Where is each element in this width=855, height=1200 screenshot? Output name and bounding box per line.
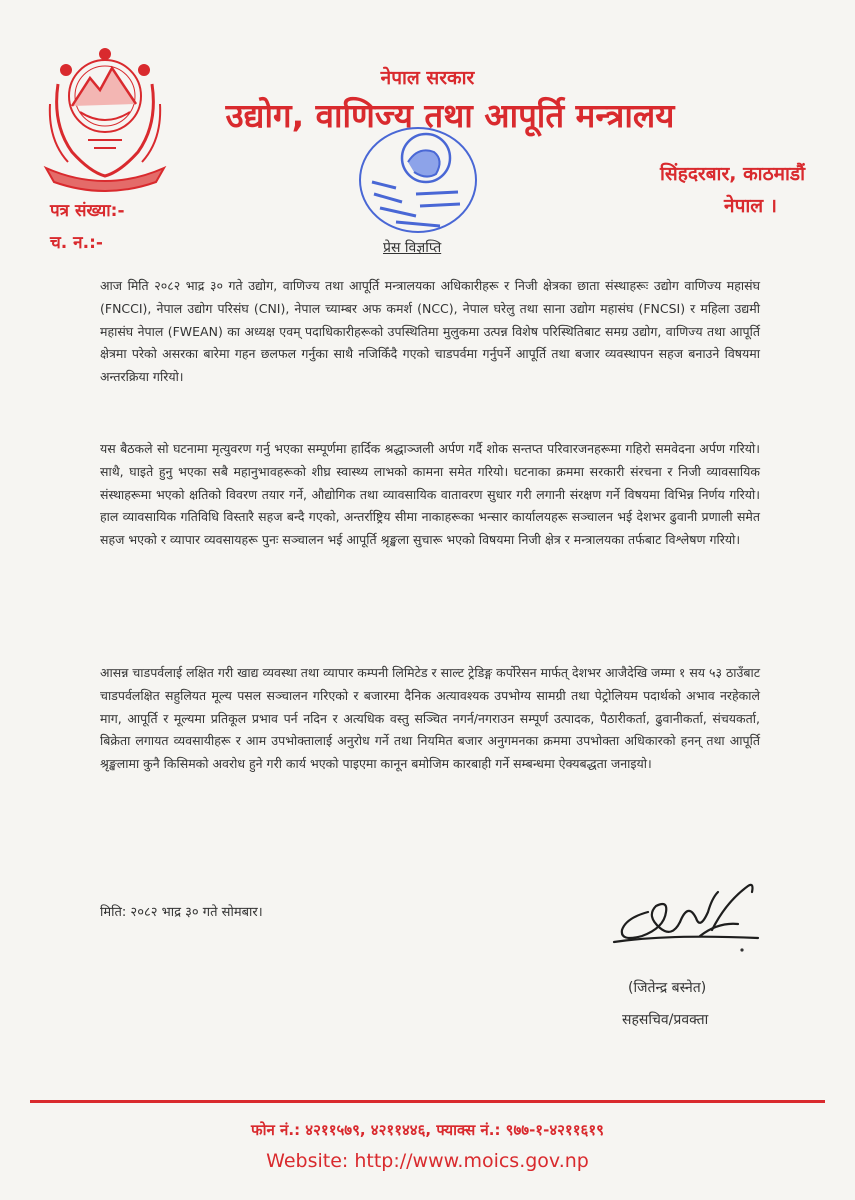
paragraph-1: आज मिति २०८२ भाद्र ३० गते उद्योग, वाणिज्य तथा आपूर्ति मन्त्रालयका अधिकारीहरू र निजी क्षेत्रका छाता संस्थाहरूः उद्योग वाणिज्य महासंघ (FNCCI), नेपाल उद्योग परिसंघ (CNI), नेपाल च्याम्बर अफ कमर्श (NCC), नेपाल घरेलु तथा साना उद्योग महासंघ (FNCSI) र महिला उद्यमी महासंघ नेपाल (FWEAN) का अध्यक्ष एवम् पदाधिकारीहरूको उपस्थितिमा मुलुकमा उत्पन्न विशेष परिस्थितिबाट समग्र उद्योग, वाणिज्य तथा आपूर्ति क्षेत्रमा परेको असरका बारेमा गहन छलफल गर्नुका साथै नजिकिँदै गएको चाडपर्वमा गर्नुपर्ने आपूर्ति तथा बजार व्यवस्थापन सहज बनाउने विषयमा अन्तरक्रिया गरियो। [100,278,760,385]
government-name: नेपाल सरकार [380,67,475,89]
address-line-2: नेपाल । [724,195,777,217]
footer-divider [30,1100,825,1103]
date-line: मिति: २०८२ भाद्र ३० गते सोमबार। [100,905,263,920]
paragraph-3: आसन्न चाडपर्वलाई लक्षित गरी खाद्य व्यवस्था तथा व्यापार कम्पनी लिमिटेड र साल्ट ट्रेडिङ्ग कर्पोरेसन मार्फत् देशभर आजैदेखि जम्मा १ सय ५३ ठाउँबाट चाडपर्वलक्षित सहुलियत मूल्य पसल सञ्चालन गरिएको र बजारमा दैनिक अत्यावश्यक उपभोग्य सामग्री तथा पेट्रोलियम पदार्थको अभाव नरहेकाले माग, आपूर्ति र मूल्यमा प्रतिकूल प्रभाव पर्न नदिन र अत्यधिक वस्तु सञ्चित नगर्न/नगराउन सम्पूर्ण उत्पादक, पैठारीकर्ता, ढुवानीकर्ता, संचयकर्ता, बिक्रेता लगायत व्यवसायीहरू र आम उपभोक्तालाई अनुरोध गर्ने तथा नियमित बजार अनुगमनका क्रममा उपभोक्ता अधिकारको हनन् तथा आपूर्ति श्रृङ्खलामा कुनै किसिमको अवरोध हुने गरी कार्य भएको पाइएमा कानून बमोजिम कारबाही गर्ने सम्बन्धमा ऐक्यबद्धता जनाइयो। [100,665,760,772]
address-line-1: सिंहदरबार, काठमाडौं [659,163,805,185]
ministry-name: उद्योग, वाणिज्य तथा आपूर्ति मन्त्रालय [225,96,675,135]
footer-website[interactable]: Website: http://www.moics.gov.np [266,1150,589,1172]
document-title: प्रेस विज्ञप्ति [383,240,442,256]
footer-phone: फोन नं.: ४२११५७९, ४२११४४६, फ्याक्स नं.: ९७७-१-४२११६१९ [251,1121,604,1139]
signatory-name: (जितेन्द्र बस्नेत) [628,980,707,996]
ministry-stamp-icon [356,122,480,244]
dispatch-number-label: च. न.:- [50,233,103,253]
signatory-title: सहसचिव/प्रवक्ता [622,1012,709,1028]
signature-icon [608,872,778,958]
letter-number-label: पत्र संख्या:- [50,201,125,221]
paragraph-2: यस बैठकले सो घटनामा मृत्युवरण गर्नु भएका सम्पूर्णमा हार्दिक श्रद्धाञ्जली अर्पण गर्दै शोक सन्तप्त परिवारजनहरूमा गहिरो समवेदना अर्पण गरियो। साथै, घाइते हुनु भएका सबै महानुभावहरूको शीघ्र स्वास्थ्य लाभको कामना समेत गरियो। घटनाका क्रममा सरकारी संरचना र निजी व्यावसायिक संस्थाहरूमा भएको क्षतिको विवरण तयार गर्ने, औद्योगिक तथा व्यावसायिक वातावरण सुधार गरी लगानी संरक्षण गर्ने विषयमा विभिन्न निर्णय गरियो। हाल व्यावसायिक गतिविधि विस्तारै सहज बन्दै गएको, अन्तर्राष्ट्रिय सीमा नाकाहरूका भन्सार कार्यालयहरू सञ्चालन भई देशभर ढुवानी प्रणाली समेत सहज भएको र व्यापार व्यवसायहरू पुनः सञ्चालन भई आपूर्ति श्रृङ्खला सुचारू भएको विषयमा निजी क्षेत्र र मन्त्रालयका तर्फबाट विश्लेषण गरियो। [100,441,760,548]
